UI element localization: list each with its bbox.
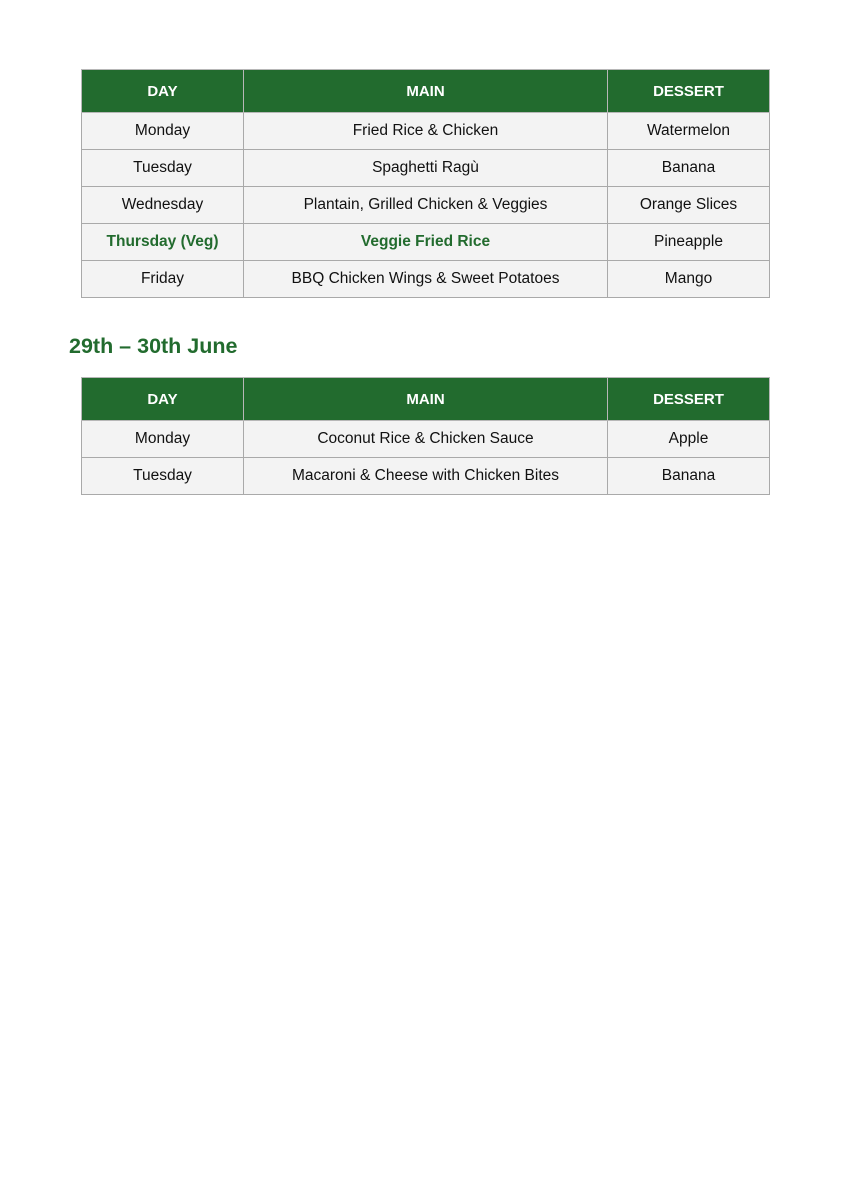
cell-day: Tuesday (82, 150, 244, 187)
section-heading: 29th – 30th June (69, 334, 238, 358)
table-row-vegetarian (82, 224, 770, 261)
cell-day: Friday (82, 261, 244, 298)
cell-dessert: Mango (608, 261, 770, 298)
cell-main: BBQ Chicken Wings & Sweet Potatoes (244, 261, 608, 298)
header-main: MAIN (244, 70, 608, 113)
cell-main: Coconut Rice & Chicken Sauce (244, 421, 608, 458)
cell-main: Fried Rice & Chicken (244, 113, 608, 150)
table-body (82, 421, 770, 495)
cell-dessert: Apple (608, 421, 770, 458)
cell-day: Wednesday (82, 187, 244, 224)
table-header (82, 70, 770, 113)
menu-table-week-1 (81, 69, 770, 298)
table-row (82, 261, 770, 298)
cell-dessert: Banana (608, 150, 770, 187)
table-row (82, 458, 770, 495)
cell-day: Tuesday (82, 458, 244, 495)
cell-dessert: Watermelon (608, 113, 770, 150)
table-body (82, 113, 770, 298)
cell-day: Monday (82, 421, 244, 458)
header-day: DAY (82, 378, 244, 421)
table-header (82, 378, 770, 421)
table-row (82, 150, 770, 187)
header-dessert: DESSERT (608, 70, 770, 113)
header-row (82, 70, 770, 113)
cell-day: Thursday (Veg) (82, 224, 244, 261)
table-row (82, 187, 770, 224)
menu-table-week-2 (81, 377, 770, 495)
header-dessert: DESSERT (608, 378, 770, 421)
cell-main: Veggie Fried Rice (244, 224, 608, 261)
cell-main: Plantain, Grilled Chicken & Veggies (244, 187, 608, 224)
cell-dessert: Banana (608, 458, 770, 495)
cell-day: Monday (82, 113, 244, 150)
table-row (82, 421, 770, 458)
cell-main: Spaghetti Ragù (244, 150, 608, 187)
header-main: MAIN (244, 378, 608, 421)
table-row (82, 113, 770, 150)
cell-dessert: Pineapple (608, 224, 770, 261)
header-row (82, 378, 770, 421)
header-day: DAY (82, 70, 244, 113)
cell-dessert: Orange Slices (608, 187, 770, 224)
cell-main: Macaroni & Cheese with Chicken Bites (244, 458, 608, 495)
